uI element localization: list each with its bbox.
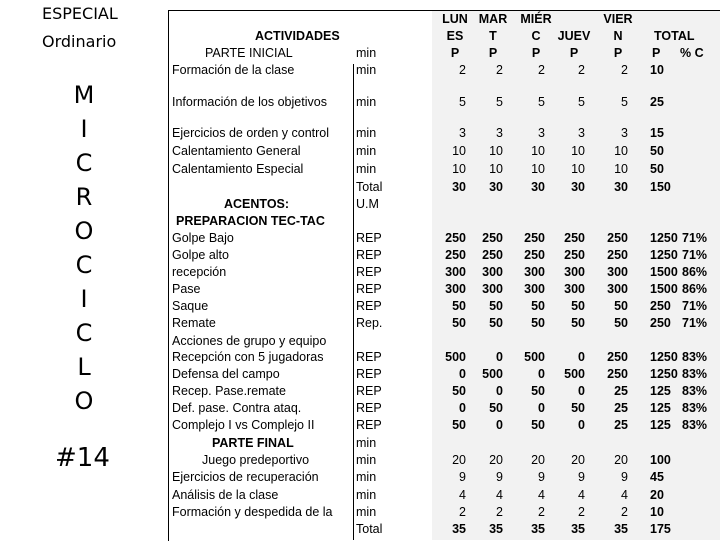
day-value: 0 bbox=[578, 384, 585, 398]
day-header-line1: MIÉR bbox=[520, 12, 552, 26]
day-value: 10 bbox=[452, 144, 466, 158]
day-value: 300 bbox=[524, 282, 545, 296]
vertical-letter: C bbox=[75, 319, 93, 347]
day-header-line3: P bbox=[531, 46, 541, 60]
day-value: 0 bbox=[496, 350, 503, 364]
activity-label: Formación y despedida de la bbox=[172, 505, 333, 519]
day-value: 10 bbox=[531, 162, 545, 176]
activity-label: Def. pase. Contra ataq. bbox=[172, 401, 302, 415]
day-value: 3 bbox=[621, 126, 628, 140]
day-value: 2 bbox=[621, 63, 628, 77]
day-header-line1: VIER bbox=[603, 12, 633, 26]
day-value: 50 bbox=[452, 418, 466, 432]
day-value: 35 bbox=[452, 522, 466, 536]
vertical-letter: O bbox=[74, 217, 94, 245]
unit-cell: min bbox=[356, 453, 377, 467]
microcycle-number: #14 bbox=[55, 443, 110, 473]
vertical-letter: C bbox=[75, 149, 93, 177]
activity-label: Complejo I vs Complejo II bbox=[172, 418, 315, 432]
day-value: 3 bbox=[538, 126, 545, 140]
day-value: 500 bbox=[482, 367, 503, 381]
total-value: 50 bbox=[650, 144, 664, 158]
day-value: 250 bbox=[564, 248, 585, 262]
vertical-letter: O bbox=[74, 387, 94, 415]
day-value: 5 bbox=[496, 95, 503, 109]
percent-value: 71% bbox=[682, 248, 708, 262]
unit-cell: min bbox=[356, 126, 377, 140]
day-value: 0 bbox=[459, 401, 466, 415]
activities-header: ACTIVIDADES bbox=[255, 29, 340, 43]
total-value: 1250 bbox=[650, 350, 678, 364]
day-value: 25 bbox=[614, 401, 628, 415]
total-value: 100 bbox=[650, 453, 671, 467]
percent-value: 83% bbox=[682, 384, 708, 398]
day-value: 25 bbox=[614, 384, 628, 398]
day-value: 20 bbox=[452, 453, 466, 467]
day-header-line3: P bbox=[488, 46, 498, 60]
activity-label: ACENTOS: bbox=[224, 197, 290, 211]
unit-cell: min bbox=[356, 436, 377, 450]
unit-cell: REP bbox=[356, 265, 382, 279]
day-value: 50 bbox=[452, 384, 466, 398]
day-value: 9 bbox=[578, 470, 585, 484]
day-value: 10 bbox=[571, 162, 585, 176]
day-value: 500 bbox=[445, 350, 466, 364]
total-value: 45 bbox=[650, 470, 664, 484]
total-p-header: P bbox=[652, 46, 661, 60]
total-value: 1250 bbox=[650, 248, 678, 262]
activity-label: PREPARACION TEC-TAC bbox=[176, 214, 325, 228]
day-value: 2 bbox=[459, 63, 466, 77]
total-value: 10 bbox=[650, 505, 664, 519]
percent-value: 83% bbox=[682, 401, 708, 415]
percent-value: 83% bbox=[682, 418, 708, 432]
day-value: 300 bbox=[524, 265, 545, 279]
total-value: 125 bbox=[650, 418, 671, 432]
day-value: 500 bbox=[524, 350, 545, 364]
day-value: 500 bbox=[564, 367, 585, 381]
unit-cell: min bbox=[356, 470, 377, 484]
day-value: 10 bbox=[452, 162, 466, 176]
day-value: 50 bbox=[614, 316, 628, 330]
day-value: 3 bbox=[459, 126, 466, 140]
day-value: 9 bbox=[459, 470, 466, 484]
percent-value: 83% bbox=[682, 367, 708, 381]
day-header-line2: JUEV bbox=[557, 29, 591, 43]
day-header-line2: ES bbox=[446, 29, 464, 43]
unit-cell: REP bbox=[356, 350, 382, 364]
sidebar bbox=[0, 0, 168, 540]
unit-cell: REP bbox=[356, 231, 382, 245]
day-value: 250 bbox=[607, 231, 628, 245]
total-value: 20 bbox=[650, 488, 664, 502]
day-value: 250 bbox=[607, 367, 628, 381]
day-value: 250 bbox=[445, 248, 466, 262]
unit-cell: REP bbox=[356, 401, 382, 415]
unit-cell: REP bbox=[356, 384, 382, 398]
total-value: 15 bbox=[650, 126, 664, 140]
vertical-microciclo bbox=[62, 78, 106, 418]
unit-cell: REP bbox=[356, 299, 382, 313]
day-value: 5 bbox=[578, 95, 585, 109]
day-value: 2 bbox=[496, 505, 503, 519]
activity-label: Remate bbox=[172, 316, 216, 330]
day-value: 2 bbox=[459, 505, 466, 519]
day-value: 10 bbox=[489, 162, 503, 176]
day-value: 300 bbox=[607, 282, 628, 296]
day-value: 20 bbox=[614, 453, 628, 467]
day-value: 0 bbox=[538, 367, 545, 381]
unit-cell: REP bbox=[356, 248, 382, 262]
unit-cell: Total bbox=[356, 180, 383, 194]
unit-cell: min bbox=[356, 144, 377, 158]
day-value: 300 bbox=[564, 265, 585, 279]
day-value: 4 bbox=[621, 488, 628, 502]
day-header-line2: T bbox=[489, 29, 497, 43]
day-value: 4 bbox=[459, 488, 466, 502]
activity-label: Pase bbox=[172, 282, 201, 296]
day-value: 50 bbox=[452, 299, 466, 313]
day-value: 0 bbox=[578, 350, 585, 364]
activity-label: PARTE INICIAL bbox=[205, 46, 293, 60]
total-pct-header: % C bbox=[680, 46, 704, 60]
day-value: 50 bbox=[531, 316, 545, 330]
day-value: 0 bbox=[578, 418, 585, 432]
sidebar-subtitle: Ordinario bbox=[42, 32, 117, 51]
day-value: 10 bbox=[489, 144, 503, 158]
activity-label: Formación de la clase bbox=[172, 63, 295, 77]
vertical-letter: M bbox=[73, 81, 95, 109]
day-value: 9 bbox=[621, 470, 628, 484]
day-value: 300 bbox=[564, 282, 585, 296]
unit-cell: min bbox=[356, 95, 377, 109]
day-value: 9 bbox=[538, 470, 545, 484]
day-value: 30 bbox=[614, 180, 628, 194]
activity-label: Recep. Pase.remate bbox=[172, 384, 286, 398]
day-header-line3: P bbox=[450, 46, 460, 60]
unit-cell: U.M bbox=[356, 197, 379, 211]
unit-cell: REP bbox=[356, 367, 382, 381]
day-value: 25 bbox=[614, 418, 628, 432]
day-value: 3 bbox=[578, 126, 585, 140]
activity-label: PARTE FINAL bbox=[212, 436, 294, 450]
activity-label: Saque bbox=[172, 299, 209, 313]
total-header: TOTAL bbox=[654, 29, 695, 43]
percent-value: 86% bbox=[682, 265, 708, 279]
unit-cell: min bbox=[356, 488, 377, 502]
total-value: 1500 bbox=[650, 265, 678, 279]
day-value: 20 bbox=[489, 453, 503, 467]
activity-label: Información de los objetivos bbox=[172, 95, 327, 109]
day-value: 250 bbox=[564, 231, 585, 245]
activity-label: Ejercicios de orden y control bbox=[172, 126, 330, 140]
day-value: 5 bbox=[459, 95, 466, 109]
day-value: 50 bbox=[489, 299, 503, 313]
day-value: 50 bbox=[614, 299, 628, 313]
unit-cell: Rep. bbox=[356, 316, 383, 330]
total-value: 1250 bbox=[650, 231, 678, 245]
day-value: 250 bbox=[482, 248, 503, 262]
day-header-line2: N bbox=[613, 29, 623, 43]
day-value: 30 bbox=[452, 180, 466, 194]
unit-cell: min bbox=[356, 46, 377, 60]
unit-cell: min bbox=[356, 63, 377, 77]
activity-label: Golpe Bajo bbox=[172, 231, 234, 245]
total-value: 150 bbox=[650, 180, 671, 194]
day-value: 50 bbox=[489, 316, 503, 330]
total-value: 125 bbox=[650, 384, 671, 398]
day-value: 0 bbox=[459, 367, 466, 381]
vertical-letter: I bbox=[80, 285, 88, 313]
sidebar-title: ESPECIAL bbox=[42, 4, 118, 23]
day-value: 250 bbox=[482, 231, 503, 245]
day-value: 2 bbox=[578, 505, 585, 519]
vertical-letter: R bbox=[75, 183, 93, 211]
day-value: 50 bbox=[489, 401, 503, 415]
day-value: 30 bbox=[531, 180, 545, 194]
total-value: 250 bbox=[650, 316, 671, 330]
activity-label: Acciones de grupo y equipo bbox=[172, 334, 327, 348]
total-value: 10 bbox=[650, 63, 664, 77]
day-value: 10 bbox=[614, 144, 628, 158]
day-value: 50 bbox=[531, 418, 545, 432]
day-value: 4 bbox=[538, 488, 545, 502]
percent-value: 71% bbox=[682, 316, 708, 330]
day-value: 50 bbox=[571, 316, 585, 330]
day-value: 5 bbox=[621, 95, 628, 109]
percent-value: 71% bbox=[682, 231, 708, 245]
day-value: 300 bbox=[445, 282, 466, 296]
day-value: 3 bbox=[496, 126, 503, 140]
activity-label: Recepción con 5 jugadoras bbox=[172, 350, 324, 364]
day-value: 35 bbox=[571, 522, 585, 536]
activity-label: Golpe alto bbox=[172, 248, 229, 262]
activity-label: Ejercicios de recuperación bbox=[172, 470, 319, 484]
day-value: 250 bbox=[524, 248, 545, 262]
unit-cell: REP bbox=[356, 418, 382, 432]
day-value: 2 bbox=[621, 505, 628, 519]
day-header-line1: MAR bbox=[478, 12, 508, 26]
day-header-line3: P bbox=[613, 46, 623, 60]
day-value: 50 bbox=[452, 316, 466, 330]
day-value: 20 bbox=[531, 453, 545, 467]
day-value: 0 bbox=[538, 401, 545, 415]
day-value: 300 bbox=[482, 265, 503, 279]
vertical-letter: I bbox=[80, 115, 88, 143]
day-value: 4 bbox=[496, 488, 503, 502]
activity-label: Defensa del campo bbox=[172, 367, 280, 381]
day-value: 50 bbox=[531, 384, 545, 398]
activity-label: Calentamiento Especial bbox=[172, 162, 304, 176]
day-value: 50 bbox=[571, 401, 585, 415]
vertical-letter: C bbox=[75, 251, 93, 279]
day-value: 250 bbox=[524, 231, 545, 245]
day-value: 2 bbox=[538, 63, 545, 77]
day-value: 50 bbox=[531, 299, 545, 313]
day-value: 300 bbox=[445, 265, 466, 279]
activity-label: recepción bbox=[172, 265, 227, 279]
day-value: 250 bbox=[445, 231, 466, 245]
day-header-line3: P bbox=[569, 46, 579, 60]
day-value: 2 bbox=[496, 63, 503, 77]
unit-cell: min bbox=[356, 505, 377, 519]
unit-cell: min bbox=[356, 162, 377, 176]
day-value: 30 bbox=[571, 180, 585, 194]
total-value: 250 bbox=[650, 299, 671, 313]
activity-label: Calentamiento General bbox=[172, 144, 301, 158]
activity-label: Análisis de la clase bbox=[172, 488, 279, 502]
total-value: 25 bbox=[650, 95, 664, 109]
total-value: 50 bbox=[650, 162, 664, 176]
day-value: 35 bbox=[531, 522, 545, 536]
total-value: 1500 bbox=[650, 282, 678, 296]
day-value: 9 bbox=[496, 470, 503, 484]
day-value: 10 bbox=[614, 162, 628, 176]
percent-value: 83% bbox=[682, 350, 708, 364]
day-value: 30 bbox=[489, 180, 503, 194]
day-value: 2 bbox=[538, 505, 545, 519]
day-value: 300 bbox=[607, 265, 628, 279]
day-value: 10 bbox=[531, 144, 545, 158]
unit-cell: Total bbox=[356, 522, 383, 536]
day-value: 5 bbox=[538, 95, 545, 109]
day-value: 250 bbox=[607, 248, 628, 262]
percent-value: 86% bbox=[682, 282, 708, 296]
day-value: 50 bbox=[571, 299, 585, 313]
day-value: 4 bbox=[578, 488, 585, 502]
day-value: 300 bbox=[482, 282, 503, 296]
unit-cell: REP bbox=[356, 282, 382, 296]
day-value: 10 bbox=[571, 144, 585, 158]
activity-label: Juego predeportivo bbox=[202, 453, 310, 467]
percent-value: 71% bbox=[682, 299, 708, 313]
total-value: 125 bbox=[650, 401, 671, 415]
total-value: 1250 bbox=[650, 367, 678, 381]
day-value: 0 bbox=[496, 418, 503, 432]
vertical-letter: L bbox=[77, 353, 91, 381]
total-value: 175 bbox=[650, 522, 671, 536]
day-header-line1: LUN bbox=[442, 12, 468, 26]
day-value: 20 bbox=[571, 453, 585, 467]
unit-separator-line bbox=[353, 64, 354, 540]
day-header-line2: C bbox=[531, 29, 541, 43]
day-value: 35 bbox=[614, 522, 628, 536]
day-value: 0 bbox=[496, 384, 503, 398]
day-value: 250 bbox=[607, 350, 628, 364]
day-value: 35 bbox=[489, 522, 503, 536]
day-value: 2 bbox=[578, 63, 585, 77]
